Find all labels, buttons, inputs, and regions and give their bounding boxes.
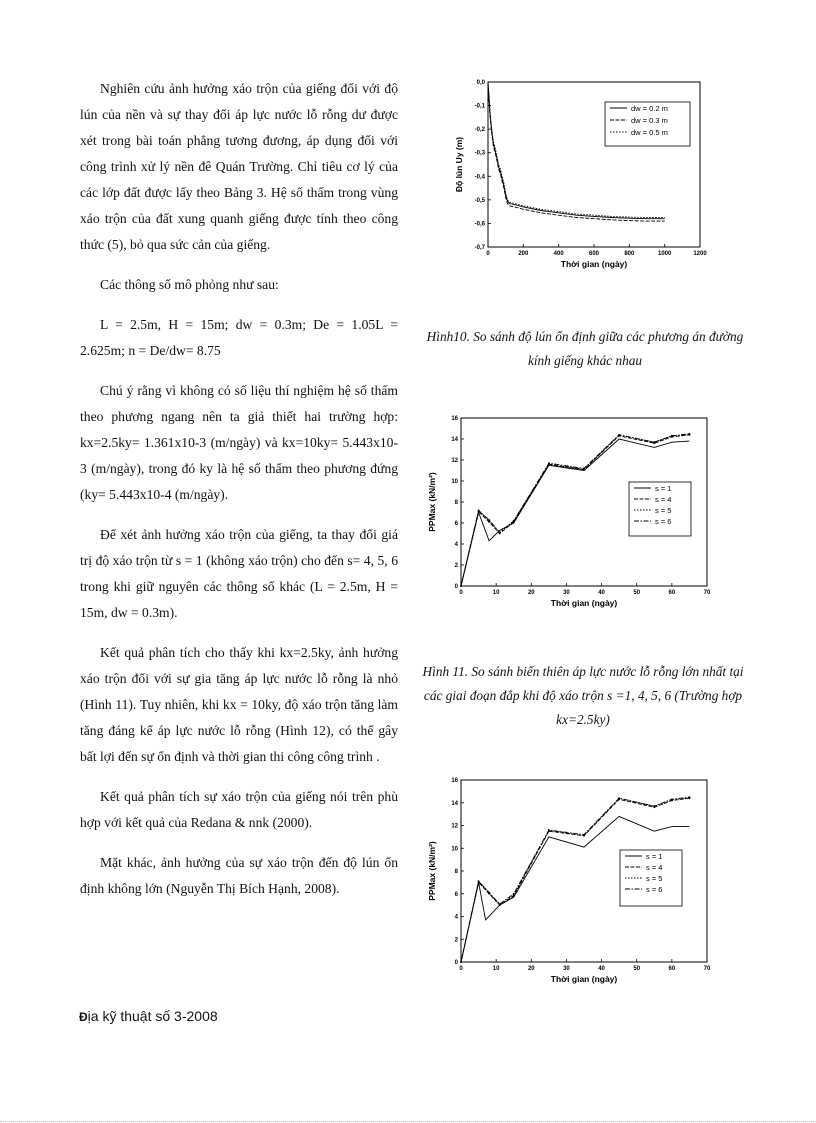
data-point <box>671 798 673 800</box>
paragraph: Kết quả phân tích cho thấy khi kx=2.5ky, ảnh hưởng xáo trộn đối với sự gia tăng áp lực nước lỗ rỗng là nhỏ (Hình 11). Tuy nhiên, khi kx = 10ky, độ xáo trộn tăng làm tăng đáng kể áp lực nước lỗ rỗng (Hình 12), có thể gây bất lợi đến sự ổn định và thời gian thi công công trình . <box>80 645 398 764</box>
y-tick-label: 16 <box>451 778 458 784</box>
paragraph: Nghiên cứu ảnh hưởng xáo trộn của giếng đối với độ lún của nền và sự thay đổi áp lực nước lỗ rỗng dư được xét trong bài toán phẳng tương đương, áp dụng đối với công trình xử lý nền đê Quán Trường. Chỉ tiêu cơ lý của các lớp đất được lấy theo Bảng 3. Hệ số thấm trong vùng xáo trộn của đất xung quanh giếng được tính theo công thức (5), bỏ qua sức cản của giếng. <box>80 81 398 252</box>
paragraph: Kết quả phân tích sự xáo trộn của giếng nói trên phù hợp với kết quả của Redana & nnk (2000). <box>80 789 398 830</box>
y-tick-label: -0,2 <box>474 127 485 134</box>
data-point <box>689 796 691 798</box>
footer-journal-text: ịa kỹ thuật số 3-2008 <box>87 1008 218 1024</box>
data-point <box>513 520 515 522</box>
y-tick-label: 12 <box>451 458 458 464</box>
data-point <box>653 441 655 443</box>
x-tick-label: 60 <box>668 590 676 596</box>
x-tick-label: 60 <box>668 966 676 972</box>
y-tick-label: -0,7 <box>474 245 485 251</box>
data-point <box>478 880 480 882</box>
legend-label: s = 4 <box>655 495 672 504</box>
legend-label: s = 6 <box>655 517 672 526</box>
figure-11-caption: Hình 11. So sánh biến thiên áp lực nước lỗ rỗng lớn nhất tại các giai đoạn đắp khi độ xáo trộn s =1, 4, 5, 6 (Trường hợp kx=2.5ky) <box>422 664 744 727</box>
x-tick-label: 400 <box>553 251 564 257</box>
x-tick-label: 10 <box>492 590 500 596</box>
figure-12-pore-pressure-chart <box>425 772 725 992</box>
data-point <box>488 519 490 521</box>
data-point <box>513 893 515 895</box>
data-point <box>548 462 550 464</box>
y-tick-label: 2 <box>454 563 458 569</box>
data-point <box>618 797 620 799</box>
data-point <box>488 892 490 894</box>
data-point <box>460 585 462 587</box>
x-tick-label: 1200 <box>693 251 707 257</box>
paragraph: Chú ý rằng vì không có số liệu thí nghiệm hệ số thấm theo phương ngang nên ta giả thiết hai trường hợp: kx=2.5ky= 1.361x10-3 (m/ngày) và kx=10ky= 5.443x10-3 (m/ngày), trong đó ky là hệ số thấm theo phương đứng (ky= 5.443x10-4 (m/ngày). <box>80 383 398 502</box>
legend-label: dw = 0.2 m <box>631 104 668 113</box>
x-tick-label: 0 <box>459 966 463 972</box>
y-tick-label: 12 <box>451 823 458 830</box>
figure-10-settlement-chart <box>430 70 730 285</box>
y-axis-label: PPMax (kN/m²) <box>427 841 437 901</box>
x-tick-label: 30 <box>563 966 570 972</box>
data-point <box>689 433 691 435</box>
y-axis-label: PPMax (kN/m²) <box>427 472 437 532</box>
legend-label: s = 5 <box>655 506 672 515</box>
body-text-column <box>80 76 398 916</box>
data-point <box>671 435 673 437</box>
y-tick-label: -0,3 <box>474 150 485 157</box>
x-tick-label: 40 <box>598 590 605 596</box>
paragraph: Để xét ảnh hưởng xáo trộn của giếng, ta thay đổi giá trị độ xáo trộn từ s = 1 (không xáo trộn) cho đến s= 4, 5, 6 trong khi giữ nguyên các thông số khác (L = 2.5m, H = 15m, dw = 0.3m). <box>80 527 398 620</box>
x-tick-label: 40 <box>598 966 605 972</box>
y-tick-label: -0,4 <box>474 174 485 181</box>
x-tick-label: 70 <box>703 590 711 596</box>
y-tick-label: 6 <box>454 891 458 898</box>
data-point <box>618 434 620 436</box>
y-axis-label: Độ lún Uy (m) <box>454 136 464 193</box>
data-point <box>548 829 550 831</box>
data-point <box>478 510 480 512</box>
y-tick-label: 10 <box>451 846 458 853</box>
y-tick-label: -0,1 <box>474 103 485 110</box>
x-axis-label: Thời gian (ngày) <box>550 974 618 984</box>
figure-10-caption: Hình10. So sánh độ lún ổn định giữa các phương án đường kính giếng khác nhau <box>426 329 744 368</box>
data-point <box>583 468 585 470</box>
x-tick-label: 50 <box>633 590 641 596</box>
x-tick-label: 1000 <box>657 251 672 257</box>
legend-label: s = 5 <box>646 874 663 883</box>
footer-marker: Ð <box>79 1010 88 1024</box>
x-tick-label: 30 <box>563 590 570 596</box>
data-point <box>653 805 655 807</box>
y-tick-label: 14 <box>451 437 458 443</box>
x-tick-label: 600 <box>588 251 600 257</box>
x-axis-label: Thời gian (ngày) <box>560 259 628 269</box>
y-tick-label: 10 <box>451 479 458 485</box>
page-footer <box>79 1008 218 1024</box>
data-point <box>583 834 585 836</box>
y-tick-label: 0 <box>454 960 458 966</box>
x-tick-label: 20 <box>527 966 535 972</box>
x-tick-label: 70 <box>703 966 711 972</box>
y-tick-label: 14 <box>451 800 458 807</box>
y-tick-label: 0 <box>454 584 458 590</box>
y-tick-label: -0,6 <box>474 221 485 228</box>
x-tick-label: 50 <box>633 966 641 972</box>
x-tick-label: 0 <box>459 590 463 596</box>
x-axis-label: Thời gian (ngày) <box>550 598 618 608</box>
paragraph: Mặt khác, ảnh hưởng của sự xáo trộn đến độ lún ổn định không lớn (Nguyễn Thị Bích Hạnh, 2008). <box>80 855 398 896</box>
legend-label: s = 6 <box>646 885 663 894</box>
data-point <box>460 961 462 963</box>
x-tick-label: 800 <box>624 251 635 257</box>
y-tick-label: 6 <box>454 521 458 527</box>
y-tick-label: -0,5 <box>474 197 485 204</box>
y-tick-label: 4 <box>454 914 458 921</box>
x-tick-label: 20 <box>527 590 535 596</box>
bottom-rule <box>0 1121 816 1122</box>
y-tick-label: 0,0 <box>476 80 485 86</box>
y-tick-label: 4 <box>454 542 458 548</box>
legend-label: s = 1 <box>655 484 672 493</box>
legend-label: dw = 0.5 m <box>631 128 668 137</box>
y-tick-label: 8 <box>454 869 458 875</box>
legend-label: s = 1 <box>646 852 663 861</box>
data-point <box>499 532 501 534</box>
legend-label: s = 4 <box>646 863 663 872</box>
y-tick-label: 16 <box>451 416 458 422</box>
paragraph: Các thông số mô phỏng như sau: <box>100 277 279 292</box>
y-tick-label: 8 <box>454 500 458 506</box>
y-tick-label: 2 <box>454 937 458 944</box>
data-point <box>499 903 501 905</box>
x-tick-label: 10 <box>492 966 500 972</box>
x-tick-label: 0 <box>486 251 490 257</box>
x-tick-label: 200 <box>518 251 529 257</box>
figure-11-pore-pressure-chart <box>425 410 725 615</box>
paragraph: L = 2.5m, H = 15m; dw = 0.3m; De = 1.05L = 2.625m; n = De/dw= 8.75 <box>80 317 398 358</box>
legend-label: dw = 0.3 m <box>631 116 668 125</box>
